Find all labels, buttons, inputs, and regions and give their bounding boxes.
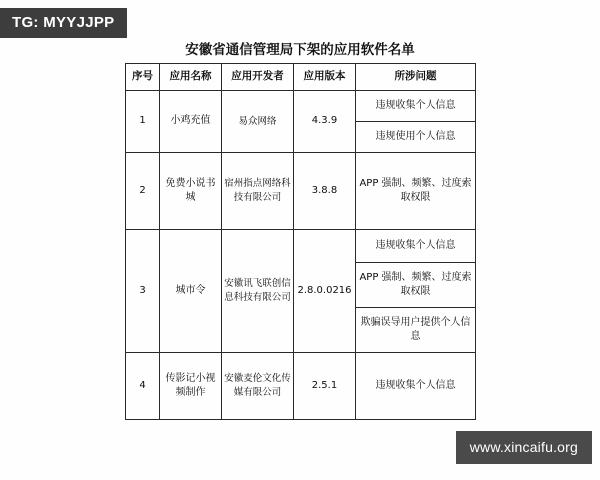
- cell-version: 4.3.9: [294, 91, 356, 153]
- cell-issue: APP 强制、频繁、过度索取权限: [356, 263, 476, 308]
- table-row: [126, 230, 476, 263]
- column-header-app-name: 应用名称: [160, 64, 222, 91]
- cell-developer: 宿州指点网络科技有限公司: [222, 153, 294, 230]
- tg-watermark-badge: TG: MYYJJPP: [0, 8, 127, 38]
- cell-app-name: 传影记小视频制作: [160, 353, 222, 420]
- table-row: [126, 353, 476, 420]
- cell-issue: 违规收集个人信息: [356, 353, 476, 420]
- cell-issue: 欺骗误导用户提供个人信息: [356, 308, 476, 353]
- app-removal-table: [125, 63, 476, 420]
- table-row: [126, 91, 476, 122]
- cell-issue: 违规使用个人信息: [356, 122, 476, 153]
- cell-index: 1: [126, 91, 160, 153]
- cell-developer: 安徽麦伦文化传媒有限公司: [222, 353, 294, 420]
- cell-app-name: 小鸡充值: [160, 91, 222, 153]
- column-header-version: 应用版本: [294, 64, 356, 91]
- cell-app-name: 免费小说书城: [160, 153, 222, 230]
- cell-developer: 安徽讯飞联创信息科技有限公司: [222, 230, 294, 353]
- site-watermark-badge: www.xincaifu.org: [456, 431, 592, 464]
- table-row: [126, 153, 476, 230]
- cell-developer: 易众网络: [222, 91, 294, 153]
- column-header-developer: 应用开发者: [222, 64, 294, 91]
- cell-version: 2.5.1: [294, 353, 356, 420]
- cell-index: 4: [126, 353, 160, 420]
- page-title: 安徽省通信管理局下架的应用软件名单: [185, 42, 415, 58]
- cell-version: 3.8.8: [294, 153, 356, 230]
- cell-index: 3: [126, 230, 160, 353]
- column-header-issues: 所涉问题: [356, 64, 476, 91]
- cell-issue: 违规收集个人信息: [356, 230, 476, 263]
- cell-issue: APP 强制、频繁、过度索取权限: [356, 153, 476, 230]
- cell-issue: 违规收集个人信息: [356, 91, 476, 122]
- cell-app-name: 城市令: [160, 230, 222, 353]
- column-header-index: 序号: [126, 64, 160, 91]
- table-header-row: [126, 64, 476, 91]
- cell-index: 2: [126, 153, 160, 230]
- cell-version: 2.8.0.0216: [294, 230, 356, 353]
